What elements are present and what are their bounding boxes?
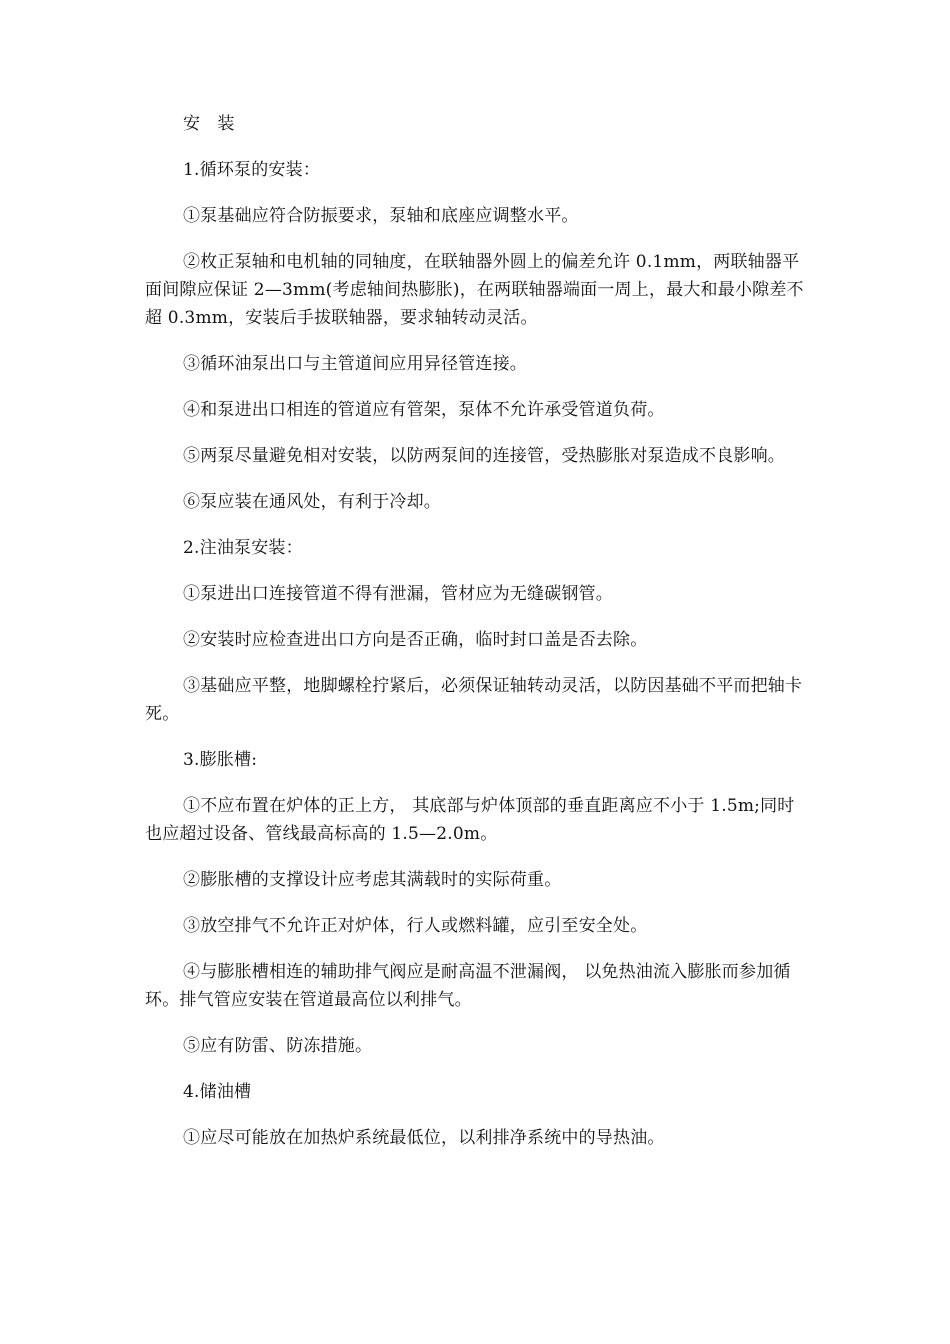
paragraph: ②枚正泵轴和电机轴的同轴度，在联轴器外圆上的偏差允许 0.1mm，两联轴器平面间隙应保证 2—3mm(考虑轴间热膨胀)，在两联轴器端面一周上，最大和最小隙差不超 0.3mm，安装后手拔联轴器，要求轴转动灵活。 (145, 252, 804, 328)
paragraph: ⑥泵应装在通风处，有利于冷却。 (183, 492, 441, 512)
paragraph: ①泵基础应符合防振要求，泵轴和底座应调整水平。 (183, 206, 579, 226)
paragraph: ③循环油泵出口与主管道间应用异径管连接。 (183, 354, 527, 374)
paragraph: ⑤应有防雷、防冻措施。 (183, 1036, 373, 1056)
document-page (145, 110, 810, 1170)
paragraph: ④与膨胀槽相连的辅助排气阀应是耐高温不泄漏阀， 以免热油流入膨胀而参加循环。排气管应安装在管道最高位以利排气。 (145, 962, 791, 1010)
heading-circulation-pump: 1.循环泵的安装： (183, 160, 321, 180)
paragraph: ①泵进出口连接管道不得有泄漏，管材应为无缝碳钢管。 (183, 584, 613, 604)
paragraph: ⑤两泵尽量避免相对安装，以防两泵间的连接管，受热膨胀对泵造成不良影响。 (183, 446, 785, 466)
heading-storage-tank: 4.储油槽 (183, 1082, 252, 1102)
paragraph: ④和泵进出口相连的管道应有管架，泵体不允许承受管道负荷。 (183, 400, 665, 420)
paragraph: ②安装时应检查进出口方向是否正确，临时封口盖是否去除。 (183, 630, 648, 650)
paragraph: ①应尽可能放在加热炉系统最低位，以利排净系统中的导热油。 (183, 1128, 665, 1148)
paragraph: ③基础应平整，地脚螺栓拧紧后，必须保证轴转动灵活，以防因基础不平而把轴卡死。 (145, 676, 803, 724)
paragraph: ①不应布置在炉体的正上方， 其底部与炉体顶部的垂直距离应不小于 1.5m;同时也应超过设备、管线最高标高的 1.5—2.0m。 (145, 796, 795, 844)
section-title: 安 装 (183, 114, 241, 134)
paragraph: ③放空排气不允许正对炉体，行人或燃料罐，应引至安全处。 (183, 916, 648, 936)
heading-expansion-tank: 3.膨胀槽: (183, 750, 258, 770)
heading-oil-injection-pump: 2.注油泵安装： (183, 538, 303, 558)
paragraph: ②膨胀槽的支撑设计应考虑其满载时的实际荷重。 (183, 870, 562, 890)
